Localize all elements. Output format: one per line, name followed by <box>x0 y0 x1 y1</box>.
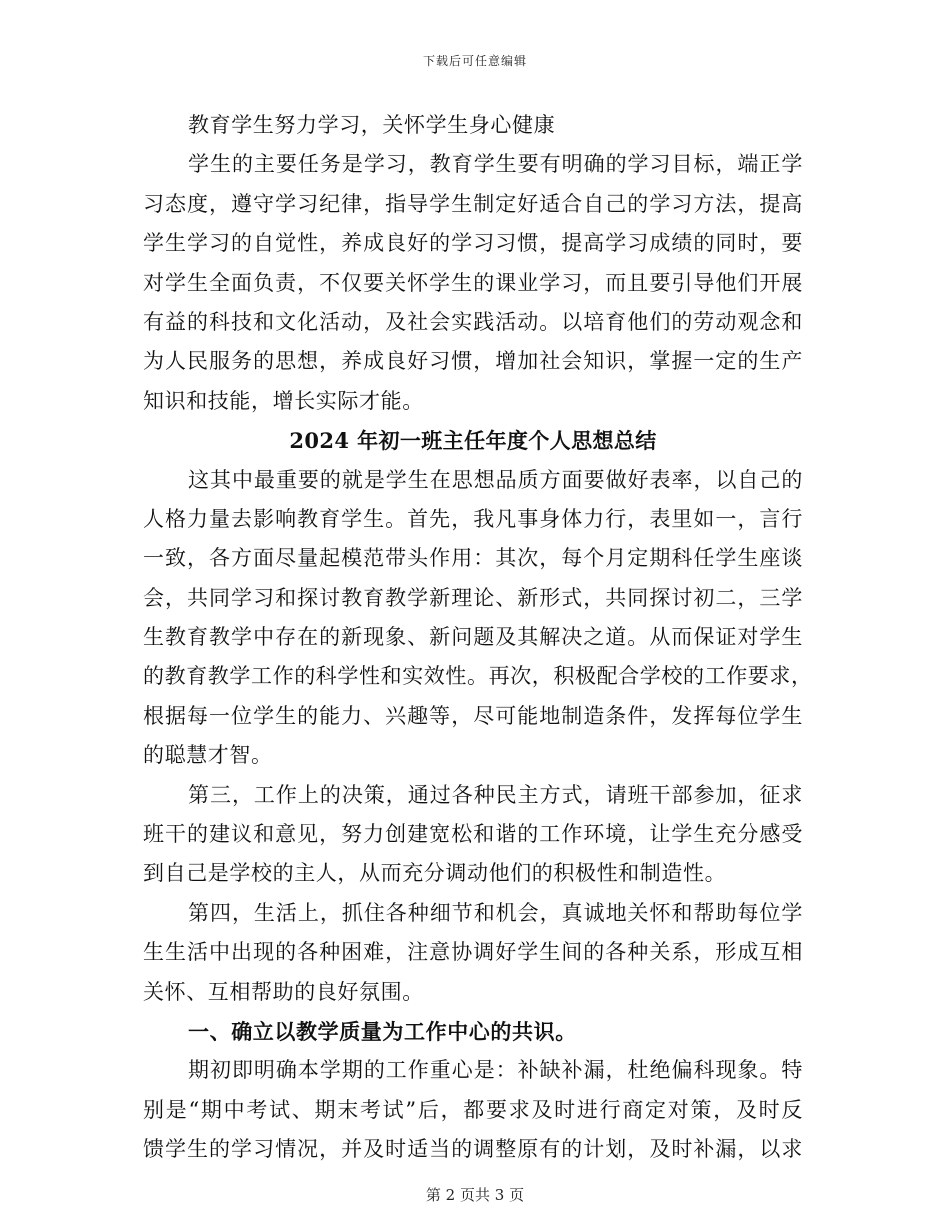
paragraph-line: 别是“期中考试、期末考试”后，都要求及时进行商定对策，及时反 <box>143 1097 803 1122</box>
paragraph-line: 馈学生的学习情况，并及时适当的调整原有的计划，及时补漏，以求 <box>143 1137 803 1162</box>
paragraph-line: 教育学生努力学习，关怀学生身心健康 <box>188 113 556 137</box>
page-header: 下载后可任意编辑 <box>422 54 527 68</box>
paragraph-line: 的聪慧才智。 <box>143 743 273 768</box>
paragraph-line: 有益的科技和文化活动，及社会实践活动。以培育他们的劳动观念和 <box>143 309 803 334</box>
section-heading: 一、确立以教学质量为工作中心的共识。 <box>188 1018 577 1044</box>
paragraph-line: 班干的建议和意见，努力创建宽松和谐的工作环境，让学生充分感受 <box>143 822 803 847</box>
paragraph-line: 习态度，遵守学习纪律，指导学生制定好适合自己的学习方法，提高 <box>143 191 803 216</box>
document-title: 2024 年初一班主任年度个人思想总结 <box>289 428 657 454</box>
paragraph-line: 会，共同学习和探讨教育教学新理论、新形式，共同探讨初二，三学 <box>143 585 803 610</box>
paragraph-line: 的教育教学工作的科学性和实效性。再次，积极配合学校的工作要求， <box>143 664 813 689</box>
paragraph-line: 生生活中出现的各种困难，注意协调好学生间的各种关系，形成互相 <box>143 940 803 965</box>
paragraph-line: 期初即明确本学期的工作重心是：补缺补漏，杜绝偏科现象。特 <box>188 1058 803 1083</box>
paragraph-line: 根据每一位学生的能力、兴趣等，尽可能地制造条件，发挥每位学生 <box>143 703 803 728</box>
paragraph-line: 对学生全面负责，不仅要关怀学生的课业学习，而且要引导他们开展 <box>143 270 803 295</box>
paragraph-line: 为人民服务的思想，养成良好习惯，增加社会知识，掌握一定的生产 <box>143 349 803 374</box>
paragraph-line: 人格力量去影响教育学生。首先，我凡事身体力行，表里如一，言行 <box>143 506 803 531</box>
paragraph-line: 关怀、互相帮助的良好氛围。 <box>143 979 424 1004</box>
paragraph-line: 第四，生活上，抓住各种细节和机会，真诚地关怀和帮助每位学 <box>188 900 803 925</box>
document-body <box>143 106 813 1170</box>
paragraph-line: 学生的主要任务是学习，教育学生要有明确的学习目标，端正学 <box>188 152 803 177</box>
paragraph-line: 第三，工作上的决策，通过各种民主方式，请班干部参加，征求 <box>188 782 803 807</box>
paragraph-line: 知识和技能，增长实际才能。 <box>143 388 424 413</box>
page-footer: 第 2 页共 3 页 <box>425 1186 525 1204</box>
paragraph-line: 一致，各方面尽量起模范带头作用：其次，每个月定期科任学生座谈 <box>143 546 803 571</box>
paragraph-line: 到自己是学校的主人，从而充分调动他们的积极性和制造性。 <box>143 861 727 886</box>
paragraph-line: 这其中最重要的就是学生在思想品质方面要做好表率，以自己的 <box>188 467 803 492</box>
paragraph-line: 生教育教学中存在的新现象、新问题及其解决之道。从而保证对学生 <box>143 625 803 650</box>
paragraph-line: 学生学习的自觉性，养成良好的学习习惯，提高学习成绩的同时，要 <box>143 231 803 256</box>
